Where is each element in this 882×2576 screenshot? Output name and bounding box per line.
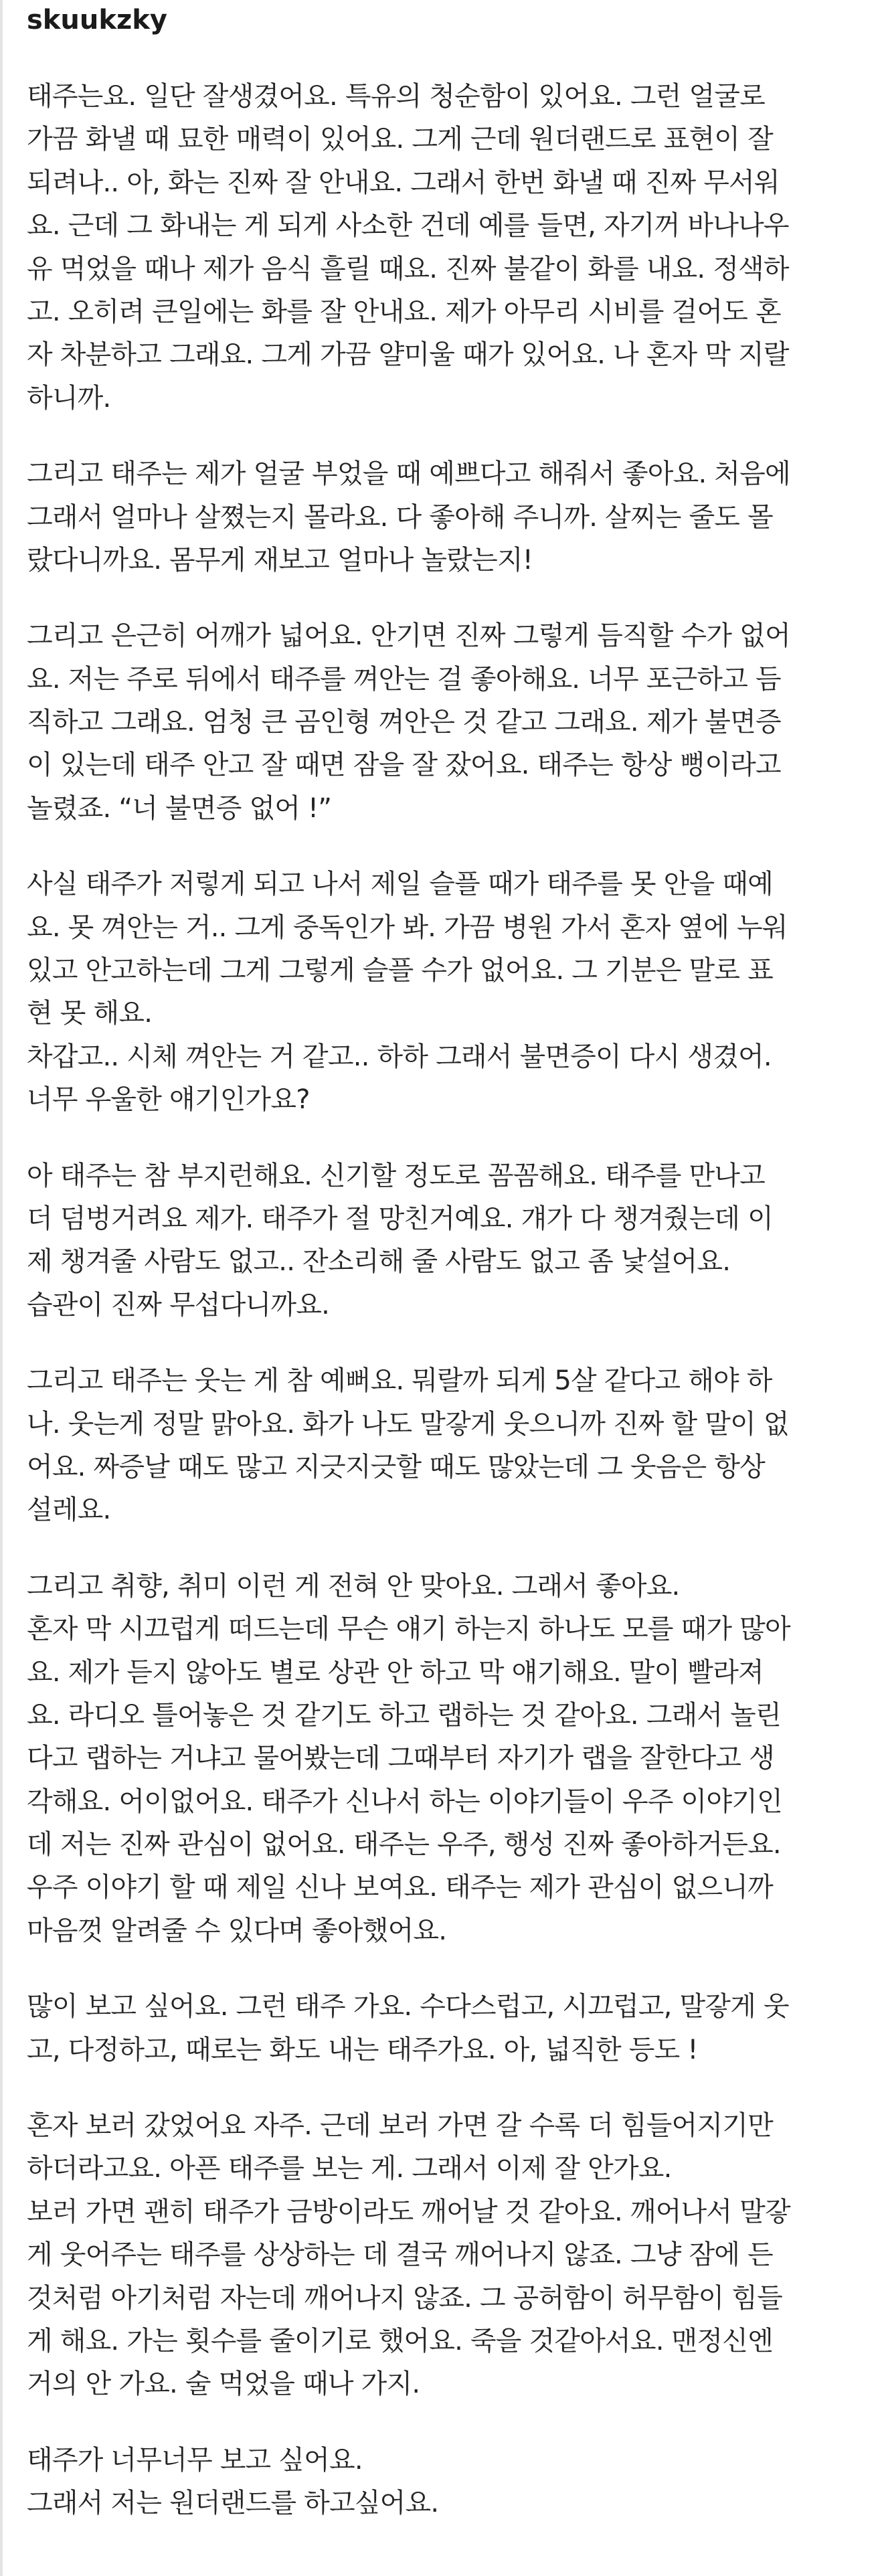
post-text-line: 요. 제가 듣지 않아도 별로 상관 안 하고 막 얘기해요. 말이 빨라져 <box>27 1656 764 1688</box>
post-paragraph <box>27 2439 875 2525</box>
post-text-line: 다고 랩하는 거냐고 물어봤는데 그때부터 자기가 랩을 잘한다고 생 <box>27 1743 774 1774</box>
post-text-line: 그래서 얼마나 살쪘는지 몰라요. 다 좋아해 주니까. 살찌는 줄도 몰 <box>27 501 773 533</box>
post-text-line: 것처럼 아기처럼 자는데 깨어나지 않죠. 그 공허함이 허무함이 힘들 <box>27 2282 782 2314</box>
post-paragraph <box>27 1359 875 1532</box>
post-text-line: 이 있는데 태주 안고 잘 때면 잠을 잘 잤어요. 태주는 항상 뻥이라고 <box>27 750 781 781</box>
post-text-line: 랐다니까요. 몸무게 재보고 얼마나 놀랐는지! <box>27 544 533 576</box>
left-divider <box>0 0 3 2576</box>
post-text-line: 그리고 태주는 제가 얼굴 부었을 때 예쁘다고 해줘서 좋아요. 처음에 <box>27 458 790 490</box>
post-text-line: 우주 이야기 할 때 제일 신나 보여요. 태주는 제가 관심이 없으니까 <box>27 1872 773 1903</box>
post-text-line: 되려나.. 아, 화는 진짜 잘 안내요. 그래서 한번 화낼 때 진짜 무서워 <box>27 167 780 198</box>
post-text-line: 그리고 은근히 어깨가 넓어요. 안기면 진짜 그렇게 듬직할 수가 없어 <box>27 620 790 652</box>
post-text-line: 게 웃어주는 태주를 상상하는 데 결국 깨어나지 않죠. 그냥 잠에 든 <box>27 2239 773 2271</box>
post-text-line: 너무 우울한 얘기인가요? <box>27 1084 310 1116</box>
post-text-line: 그래서 저는 원더랜드를 하고싶어요. <box>27 2488 439 2519</box>
post-body <box>27 75 875 2558</box>
post-text-line: 직하고 그래요. 엄청 큰 곰인형 껴안은 것 같고 그래요. 제가 불면증 <box>27 707 781 738</box>
post-paragraph <box>27 452 875 582</box>
post-text-line: 가끔 화낼 때 묘한 매력이 있어요. 그게 근데 원더랜드로 표현이 잘 <box>27 124 773 155</box>
post-text-line: 사실 태주가 저렇게 되고 나서 제일 슬플 때가 태주를 못 안을 때예 <box>27 869 773 900</box>
post-paragraph <box>27 75 875 420</box>
post-text-line: 그리고 태주는 웃는 게 참 예뻐요. 뭐랄까 되게 5살 같다고 해야 하 <box>27 1365 772 1397</box>
post-text-line: 마음껏 알려줄 수 있다며 좋아했어요. <box>27 1915 447 1946</box>
post-text-line: 습관이 진짜 무섭다니까요. <box>27 1289 329 1320</box>
post-text-line: 고. 오히려 큰일에는 화를 잘 안내요. 제가 아무리 시비를 걸어도 혼 <box>27 296 781 327</box>
post-text-line: 고, 다정하고, 때로는 화도 내는 태주가요. 아, 넓직한 등도 ! <box>27 2034 698 2065</box>
post-paragraph <box>27 2104 875 2406</box>
post-paragraph <box>27 614 875 830</box>
post-text-line: 설레요. <box>27 1494 111 1526</box>
post-text-line: 많이 보고 싶어요. 그런 태주 가요. 수다스럽고, 시끄럽고, 말갛게 웃 <box>27 1991 789 2023</box>
post-paragraph <box>27 863 875 1121</box>
post-text-line: 하더라고요. 아픈 태주를 보는 게. 그래서 이제 잘 안가요. <box>27 2153 672 2184</box>
post-text-line: 그리고 취향, 취미 이런 게 전혀 안 맞아요. 그래서 좋아요. <box>27 1570 680 1602</box>
post-text-line: 자 차분하고 그래요. 그게 가끔 얄미울 때가 있어요. 나 혼자 막 지랄 <box>27 339 789 371</box>
post-text-line: 차갑고.. 시체 껴안는 거 같고.. 하하 그래서 불면증이 다시 생겼어. <box>27 1041 772 1072</box>
post-text-line: 현 못 해요. <box>27 998 153 1029</box>
post-text-line: 어요. 짜증날 때도 많고 지긋지긋할 때도 많았는데 그 웃음은 항상 <box>27 1451 765 1482</box>
post-text-line: 데 저는 진짜 관심이 없어요. 태주는 우주, 행성 진짜 좋아하거든요. <box>27 1829 781 1861</box>
post-text-line: 유 먹었을 때나 제가 음식 흘릴 때요. 진짜 불같이 화를 내요. 정색하 <box>27 253 789 284</box>
post-text-line: 요. 못 껴안는 거.. 그게 중독인가 봐. 가끔 병원 가서 혼자 옆에 누워 <box>27 912 788 943</box>
post-username[interactable]: skuukzky <box>27 5 167 35</box>
post-text-line: 요. 근데 그 화내는 게 되게 사소한 건데 예를 들면, 자기꺼 바나나우 <box>27 210 789 242</box>
post-text-line: 태주가 너무너무 보고 싶어요. <box>27 2444 363 2476</box>
post-text-line: 태주는요. 일단 잘생겼어요. 특유의 청순함이 있어요. 그런 얼굴로 <box>27 81 765 112</box>
post-text-line: 게 해요. 가는 횟수를 줄이기로 했어요. 죽을 것같아서요. 맨정신엔 <box>27 2325 773 2356</box>
post-text-line: 있고 안고하는데 그게 그렇게 슬플 수가 없어요. 그 기분은 말로 표 <box>27 955 773 986</box>
post-text-line: 놀렸죠. “너 불면증 없어 !” <box>27 792 332 824</box>
post-text-line: 보러 가면 괜히 태주가 금방이라도 깨어날 것 같아요. 깨어나서 말갛 <box>27 2196 790 2227</box>
post-text-line: 요. 라디오 틀어놓은 것 같기도 하고 랩하는 것 같아요. 그래서 놀린 <box>27 1699 781 1731</box>
post-text-line: 제 챙겨줄 사람도 없고.. 잔소리해 줄 사람도 없고 좀 낯설어요. <box>27 1246 731 1278</box>
post-paragraph <box>27 1565 875 1953</box>
post-text-line: 거의 안 가요. 술 먹었을 때나 가지. <box>27 2369 420 2400</box>
post-text-line: 요. 저는 주로 뒤에서 태주를 껴안는 걸 좋아해요. 너무 포근하고 듬 <box>27 663 781 695</box>
post-paragraph <box>27 1985 875 2071</box>
post-text-line: 아 태주는 참 부지런해요. 신기할 정도로 꼼꼼해요. 태주를 만나고 <box>27 1160 765 1191</box>
post-text-line: 나. 웃는게 정말 맑아요. 화가 나도 말갛게 웃으니까 진짜 할 말이 없 <box>27 1408 789 1440</box>
post-text-line: 혼자 보러 갔었어요 자주. 근데 보러 가면 갈 수록 더 힘들어지기만 <box>27 2110 773 2142</box>
post-text-line: 혼자 막 시끄럽게 떠드는데 무슨 얘기 하는지 하나도 모를 때가 많아 <box>27 1614 790 1645</box>
post-text-line: 하니까. <box>27 382 111 414</box>
post-text-line: 더 덤벙거려요 제가. 태주가 절 망친거예요. 걔가 다 챙겨줬는데 이 <box>27 1203 773 1234</box>
post-text-line: 각해요. 어이없어요. 태주가 신나서 하는 이야기들이 우주 이야기인 <box>27 1786 782 1817</box>
post-paragraph <box>27 1154 875 1327</box>
